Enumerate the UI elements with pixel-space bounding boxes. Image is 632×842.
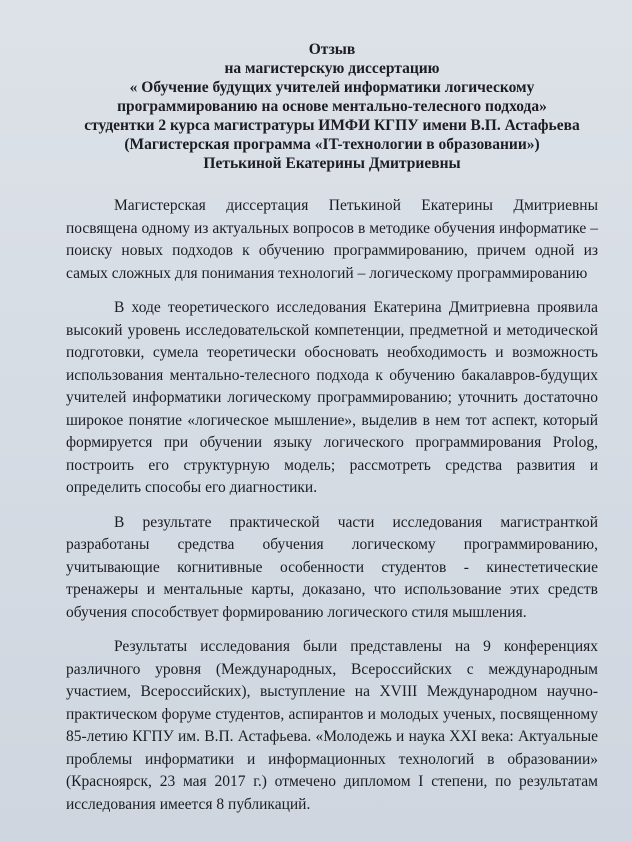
paragraph-theory: В ходе теоретического исследования Екатерина Дмитриевна проявила высокий уровень исследовательской компетенции, предметной и методической подготовки, сумела теоретически обосновать необходимость и возможность использования ментально-телесного подхода к обучению бакалавров-будущих учителей информатики логическому программированию; уточнить достаточно широкое понятие «логическое мышление», выделив в нем тот аспект, который формируется при обучении языку логического программирования Prolog, построить его структурную модель; рассмотреть средства развития и определить способы его диагностики. [66,299,598,496]
thesis-title-line-1: « Обучение будущих учителей информатики логическому [129,79,535,96]
paragraph-results: Результаты исследования были представлены на 9 конференциях различного уровня (Международных, Всероссийских с международным участием, Всероссийских), выступление на XVIII Международном научно-практическом форуме студентов, аспирантов и молодых ученых, посвященному 85-летию КГПУ им. В.П. Астафьева. «Молодежь и наука XXI века: Актуальные проблемы информатики и информационных технологий в образовании» (Красноярск, 23 мая 2017 г.) отмечено дипломом I степени, по результатам исследования имеется 8 публикаций. [66,638,598,813]
review-body [66,195,598,816]
student-name: Петькиной Екатерины Дмитриевны [203,155,461,172]
paragraph-practice: В результате практической части исследования магистранткой разработаны средства обучения логическому программированию, учитывающие когнитивные особенности студентов - кинестетические тренажеры и ментальные карты, доказано, что использование этих средств обучения способствует формированию логического стиля мышления. [66,513,598,621]
header-subtitle: на магистерскую диссертацию [224,60,440,77]
review-header [66,40,598,173]
header-title: Отзыв [308,41,356,58]
paragraph-intro: Магистерская диссертация Петькиной Екатерины Дмитриевны посвящена одному из актуальных вопросов в методике обучения информатике – поиску новых подходов к обучению программированию, причем одной из самых сложных для понимания технологий – логическому программированию [66,197,598,282]
student-info: студентки 2 курса магистратуры ИМФИ КГПУ имени В.П. Астафьева [84,117,580,134]
program-info: (Магистерская программа «IT-технологии в образовании») [124,136,540,153]
thesis-title-line-2: программированию на основе ментально-телесного подхода» [117,98,547,115]
